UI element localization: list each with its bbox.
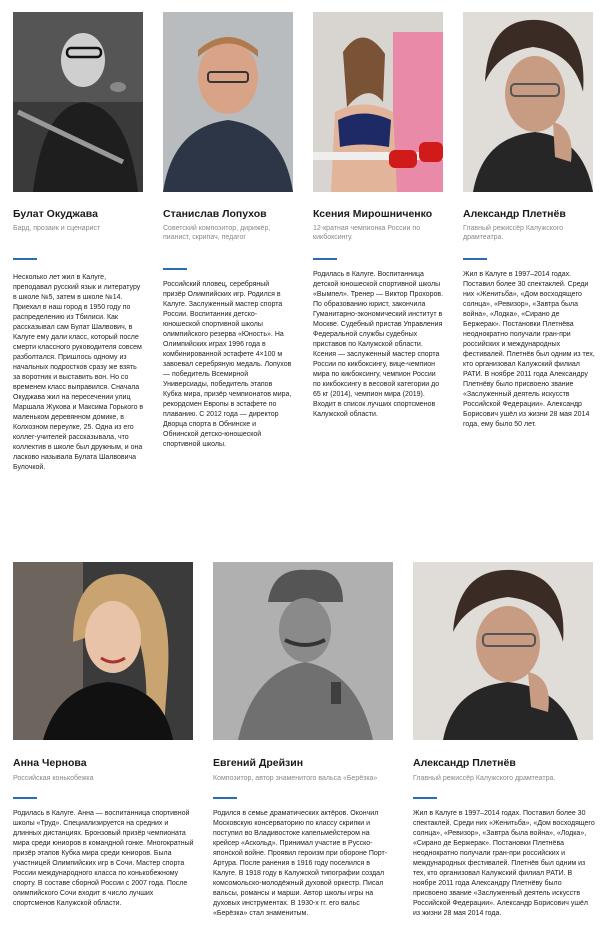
person-name: Евгений Дрейзин <box>213 757 304 769</box>
person-role: Главный режиссёр Калужского драмтеатра. <box>463 225 564 241</box>
portrait-woman-boxer-icon <box>313 12 443 192</box>
accent-divider <box>413 797 437 799</box>
person-bio: Жил в Калуге в 1997–2014 годах. Поставил более 30 спектаклей. Среди них «Женитьба», «Дом восходящего солнца», «Ревизор», «Завтра была война», «Лодка», «Сирано де Бержерак». Постановки Плетнёва неоднократно получали гран-при российских и международных фестивалей. Плетнёв был одним из тех, кто организовал Калужский филиал РАТИ. В ноябре 2011 года Александру Плетнёву было присвоено звание «Заслуженный деятель искусств Российской Федерации». Александр Борисович ушёл из жизни 28 мая 2014 года. <box>413 810 595 917</box>
portrait-photo <box>463 12 593 192</box>
accent-divider <box>463 258 487 260</box>
person-name: Булат Окуджава <box>13 208 98 220</box>
portrait-photo <box>413 562 593 740</box>
portrait-photo <box>13 12 143 192</box>
accent-divider <box>13 258 37 260</box>
person-role: 12-кратная чемпионка России по кикбоксингу. <box>313 225 421 241</box>
person-role: Бард, прозаик и сценарист <box>13 225 101 232</box>
portrait-photo <box>213 562 393 740</box>
person-name: Анна Чернова <box>13 757 87 769</box>
person-name: Ксения Мирошниченко <box>313 208 433 220</box>
accent-divider <box>163 268 187 270</box>
person-name: Александр Плетнёв <box>463 208 566 220</box>
person-role: Композитор, автор знаменитого вальса «Берёзка» <box>213 775 378 782</box>
portrait-photo <box>163 12 293 192</box>
portrait-man-glasses-icon <box>163 12 293 192</box>
person-bio: Российский пловец, серебряный призёр Олимпийских игр. Родился в Калуге. Заслуженный мастер спорта России. Воспитанник детско-юношеской спортивной школы олимпийского резерва «Юность». На Олимпийских играх 1996 года в комбинированной эстафете 4×100 м завоевал серебряную медаль. Лопухов — победитель Всемирной Универсиады, победитель этапов Кубка мира, призёр чемпионатов мира, рекордсмен Европы в эстафете по плаванию. С 2012 года — директор Дворца спорта в Обнинске и Обнинской детско-юношеской спортивной школы. <box>163 281 292 448</box>
person-role: Главный режиссёр Калужского драмтеатра. <box>413 775 556 782</box>
person-role: Советский композитор, дирижёр, пианист, скрипач, педагог <box>163 225 271 241</box>
portrait-man-curly-hair-icon <box>413 562 593 740</box>
portrait-woman-blonde-icon <box>13 562 193 740</box>
person-bio: Жил в Калуге в 1997–2014 годах. Поставил более 30 спектаклей. Среди них «Женитьба», «Дом восходящего солнца», «Ревизор», «Завтра была война», «Лодка», «Сирано де Бержерак». Постановки Плетнёва неоднократно получали гран-при российских и международных фестивалей. Плетнёв был одним из тех, кто организовал Калужский филиал РАТИ. В ноябре 2011 года Александру Плетнёву было присвоено звание «Заслуженный деятель искусств Российской Федерации». Александр Борисович ушёл из жизни 28 мая 2014 года, ему было 50 лет. <box>463 271 595 428</box>
person-bio: Родилась в Калуге. Анна — воспитанница спортивной школы «Труд». Специализируется на средних и длинных дистанциях. Бронзовый призёр чемпионата мира среди юниоров в командной гонке. Многократный призёр этапов Кубка мира среди юниоров. Была участницей Олимпийских игр в Сочи. Мастер спорта России международного класса по конькобежному спорту. В составе сборной России с 2007 года. После олимпийского Сочи входит в число лучших спортсменов Калужской области. <box>13 810 194 907</box>
accent-divider <box>13 797 37 799</box>
accent-divider <box>213 797 237 799</box>
person-bio: Несколько лет жил в Калуге, преподавал русский язык и литературу в школе №5, затем в школе №14. Приехал в наш город в 1950 году по распределению из Тбилиси. Как рассказывал сам Булат Шалвович, в Калуге ему дали класс, который после смерти классного руководителя совсем разболтался. Пришлось одному из начальных подростков сразу же взять за воротник и выставить вон. Но со временем класс выправился. Сначала Окуджава жил на пересечении улиц Маршала Жукова и Максима Горького в маленьком деревянном домике, в Колхозном переулке, 25. Одна из его коллег-учителей рассказывала, что коллектив в школе был дружным, и она ласково называла Булата Шалвовича Булочкой. <box>13 274 144 471</box>
person-role: Российская конькобежка <box>13 775 94 782</box>
person-bio: Родился в семье драматических актёров. Окончил Московскую консерваторию по классу скрипки и поступил во Владивостоке капельмейстером на крейсер «Аскольд». Принимал участие в Русско-японской войне. Проявил героизм при обороне Порт-Артура. После ранения в 1916 году поселился в Калуге. В 1918 году в Калужской типографии создал комсомольско-молодёжный духовой оркестр. Писал вальсы, романсы и марши. Автор школы игры на духовых инструментах. В 1930-х гг. его вальс «Берёзка» стал знаменитым. <box>213 810 388 917</box>
person-name: Александр Плетнёв <box>413 757 516 769</box>
person-name: Станислав Лопухов <box>163 208 267 220</box>
accent-divider <box>313 258 337 260</box>
portrait-photo <box>313 12 443 192</box>
person-bio: Родилась в Калуге. Воспитанница детской юношеской спортивной школы «Вымпел». Тренер — Виктор Прохоров. По образованию юрист, закончила Гуманитарно-экономический институт в Москве. Судебный пристав Управления Федеральной службы судебных приставов по Калужской области. Ксения — заслуженный мастер спорта России по кикбоксингу, вице-чемпион мира по кикбоксингу, чемпион России по кикбоксингу в весовой категории до 65 кг (2014), чемпион мира (2019). Входит в список лучших спортсменов Калужской области. <box>313 271 444 418</box>
portrait-man-curly-hair-icon <box>463 12 593 192</box>
portrait-man-glasses-guitar-icon <box>13 12 143 192</box>
portrait-photo <box>13 562 193 740</box>
portrait-man-papakha-icon <box>213 562 393 740</box>
